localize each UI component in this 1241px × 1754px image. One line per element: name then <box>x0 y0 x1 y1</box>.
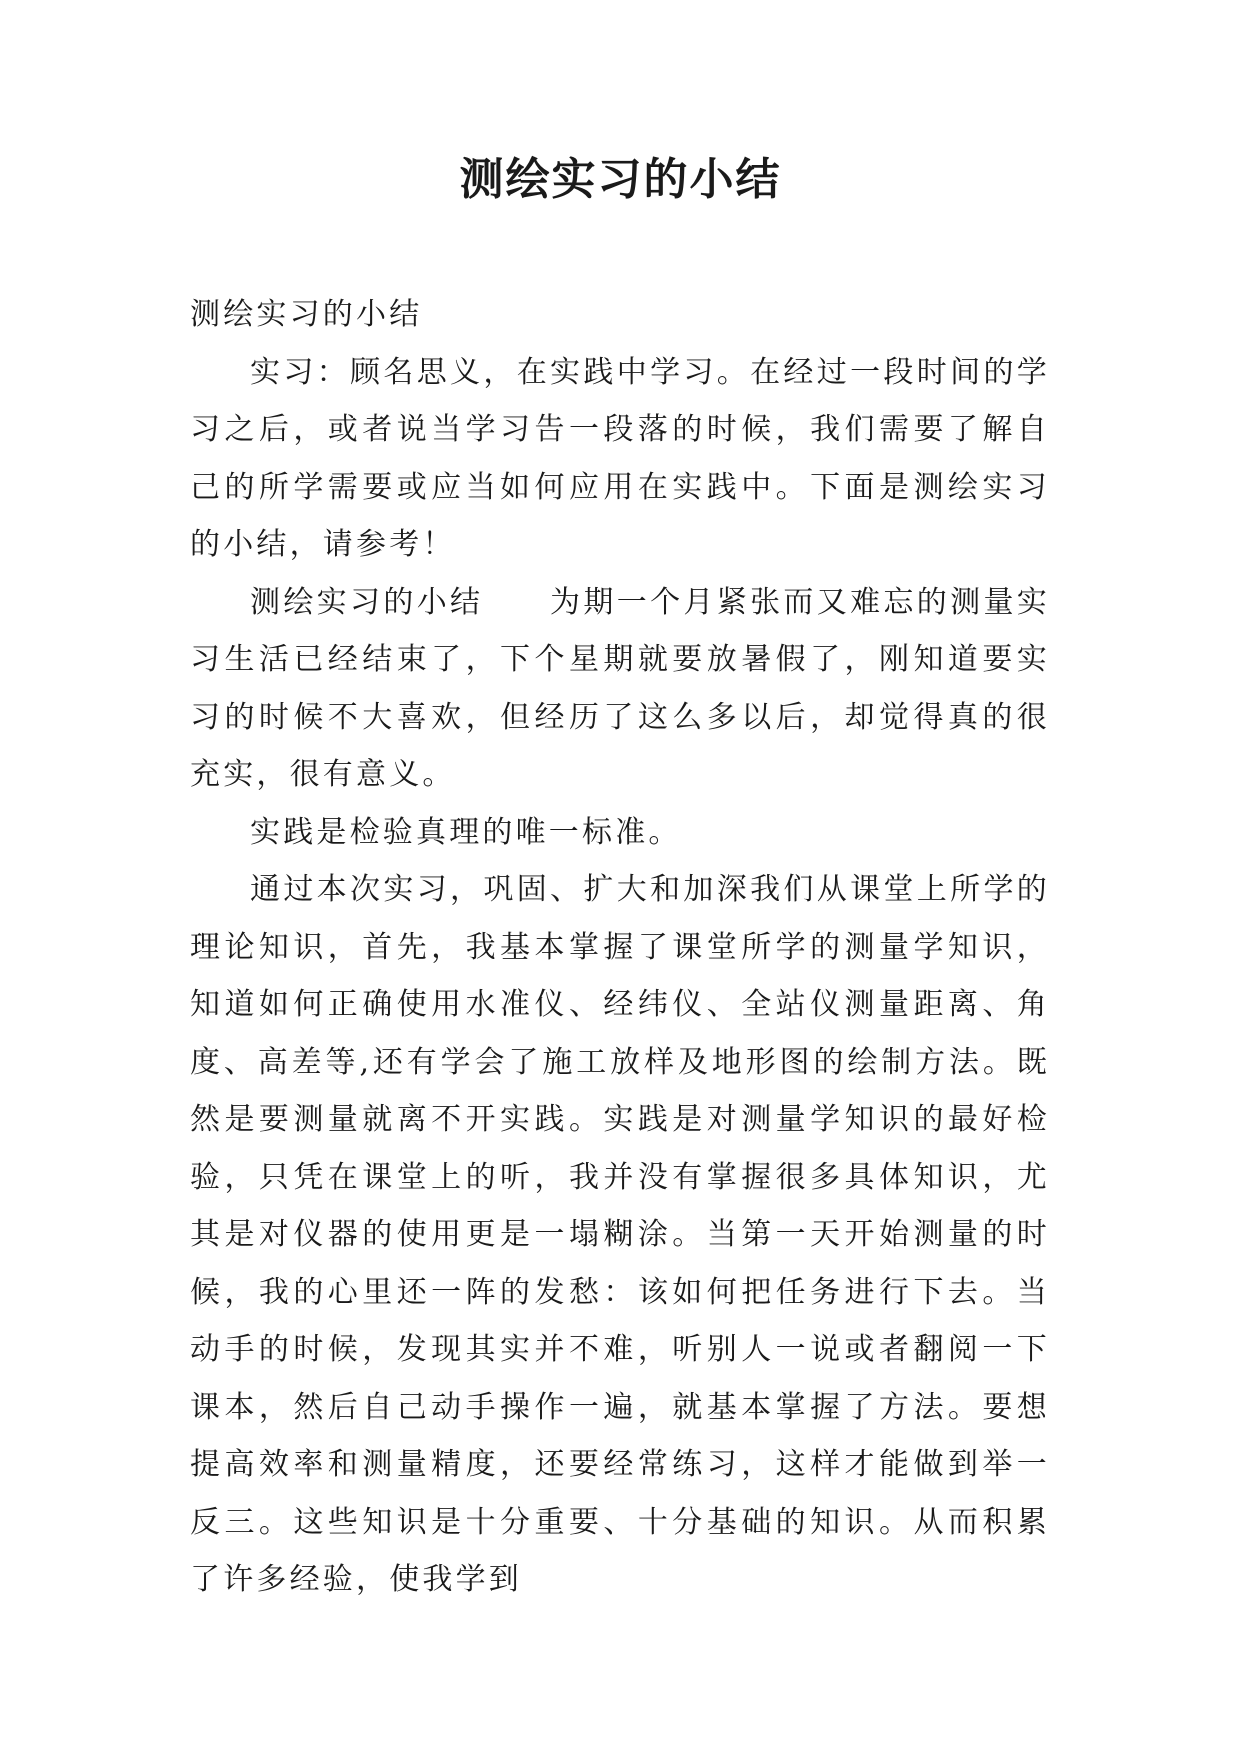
paragraph-main-content: 通过本次实习，巩固、扩大和加深我们从课堂上所学的理论知识，首先，我基本掌握了课堂所学的测量学知识，知道如何正确使用水准仪、经纬仪、全站仪测量距离、角度、高差等,还有学会了施工放样及地形图的绘制方法。既然是要测量就离不开实践。实践是对测量学知识的最好检验，只凭在课堂上的听，我并没有掌握很多具体知识，尤其是对仪器的使用更是一塌糊涂。当第一天开始测量的时候，我的心里还一阵的发愁：该如何把任务进行下去。当动手的时候，发现其实并不难，听别人一说或者翻阅一下课本，然后自己动手操作一遍，就基本掌握了方法。要想提高效率和测量精度，还要经常练习，这样才能做到举一反三。这些知识是十分重要、十分基础的知识。从而积累了许多经验，使我学到 <box>190 872 1050 1597</box>
paragraph-practice-truth: 实践是检验真理的唯一标准。 <box>250 814 682 850</box>
paragraph-summary-start: 测绘实习的小结 为期一个月紧张而又难忘的测量实习生活已经结束了，下个星期就要放暑假了，刚知道要实习的时候不大喜欢，但经历了这么多以后，却觉得真的很充实，很有意义。 <box>190 584 1050 792</box>
document-title: 测绘实习的小结 <box>459 154 782 205</box>
body-heading: 测绘实习的小结 <box>190 297 423 332</box>
paragraph-intro: 实习：顾名思义，在实践中学习。在经过一段时间的学习之后，或者说当学习告一段落的时候，我们需要了解自己的所学需要或应当如何应用在实践中。下面是测绘实习的小结，请参考！ <box>190 354 1050 562</box>
document-body <box>190 286 1050 1609</box>
